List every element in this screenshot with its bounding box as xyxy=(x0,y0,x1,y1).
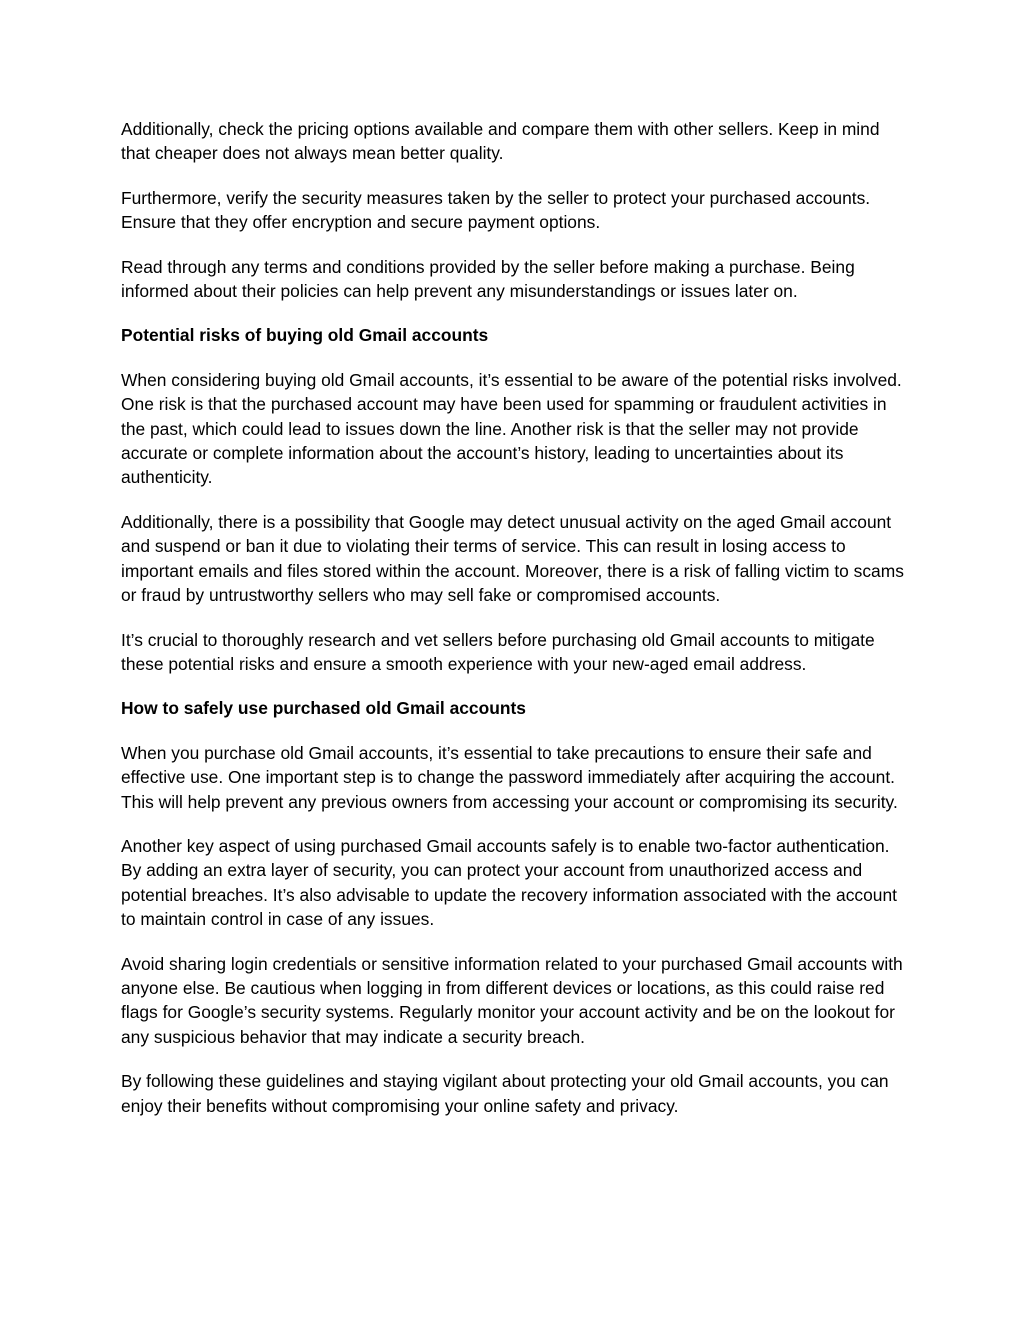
paragraph-change-password: When you purchase old Gmail accounts, it’s essential to take precautions to ensure their safe and effective use. One important step is to change the password immediately after acquiring the account. This will help prevent any previous owners from accessing your account or compromising its security. xyxy=(121,742,898,812)
document-page xyxy=(121,117,911,1138)
paragraph-avoid-sharing: Avoid sharing login credentials or sensitive information related to your purchased Gmail accounts with anyone else. Be cautious when logging in from different devices or locations, as this could raise red flags for Google’s security systems. Regularly monitor your account activity and be on the lookout for any suspicious behavior that may indicate a security breach. xyxy=(121,953,903,1047)
paragraph-pricing: Additionally, check the pricing options available and compare them with other sellers. Keep in mind that cheaper does not always mean better quality. xyxy=(121,119,880,164)
paragraph-risks-research: It’s crucial to thoroughly research and vet sellers before purchasing old Gmail accounts to mitigate these potential risks and ensure a smooth experience with your new-aged email address. xyxy=(121,629,875,674)
paragraph-security-measures: Furthermore, verify the security measures taken by the seller to protect your purchased accounts. Ensure that they offer encryption and secure payment options. xyxy=(121,187,871,233)
paragraph-terms: Read through any terms and conditions provided by the seller before making a purchase. Being informed about their policies can help prevent any misunderstandings or issues later on. xyxy=(121,256,855,302)
paragraph-risks-google: Additionally, there is a possibility that Google may detect unusual activity on the aged Gmail account and suspend or ban it due to violating their terms of service. This can result in losing access to important emails and files stored within the account. Moreover, there is a risk of falling victim to scams or fraud by untrustworthy sellers who may sell fake or compromised accounts. xyxy=(121,511,904,606)
section-heading-risks: Potential risks of buying old Gmail accounts xyxy=(121,325,489,346)
paragraph-risks-intro: When considering buying old Gmail accounts, it’s essential to be aware of the potential risks involved. One risk is that the purchased account may have been used for spamming or fraudulent activities in the past, which could lead to issues down the line. Another risk is that the seller may not provide accurate or complete information about the account’s history, leading to uncertainties about its authenticity. xyxy=(121,369,902,488)
paragraph-two-factor: Another key aspect of using purchased Gmail accounts safely is to enable two-factor authentication. By adding an extra layer of security, you can protect your account from unauthorized access and potential breaches. It’s also advisable to update the recovery information associated with the account to maintain control in case of any issues. xyxy=(121,835,897,930)
section-heading-safe-use: How to safely use purchased old Gmail accounts xyxy=(121,698,526,719)
paragraph-conclusion: By following these guidelines and staying vigilant about protecting your old Gmail accounts, you can enjoy their benefits without compromising your online safety and privacy. xyxy=(121,1071,889,1116)
